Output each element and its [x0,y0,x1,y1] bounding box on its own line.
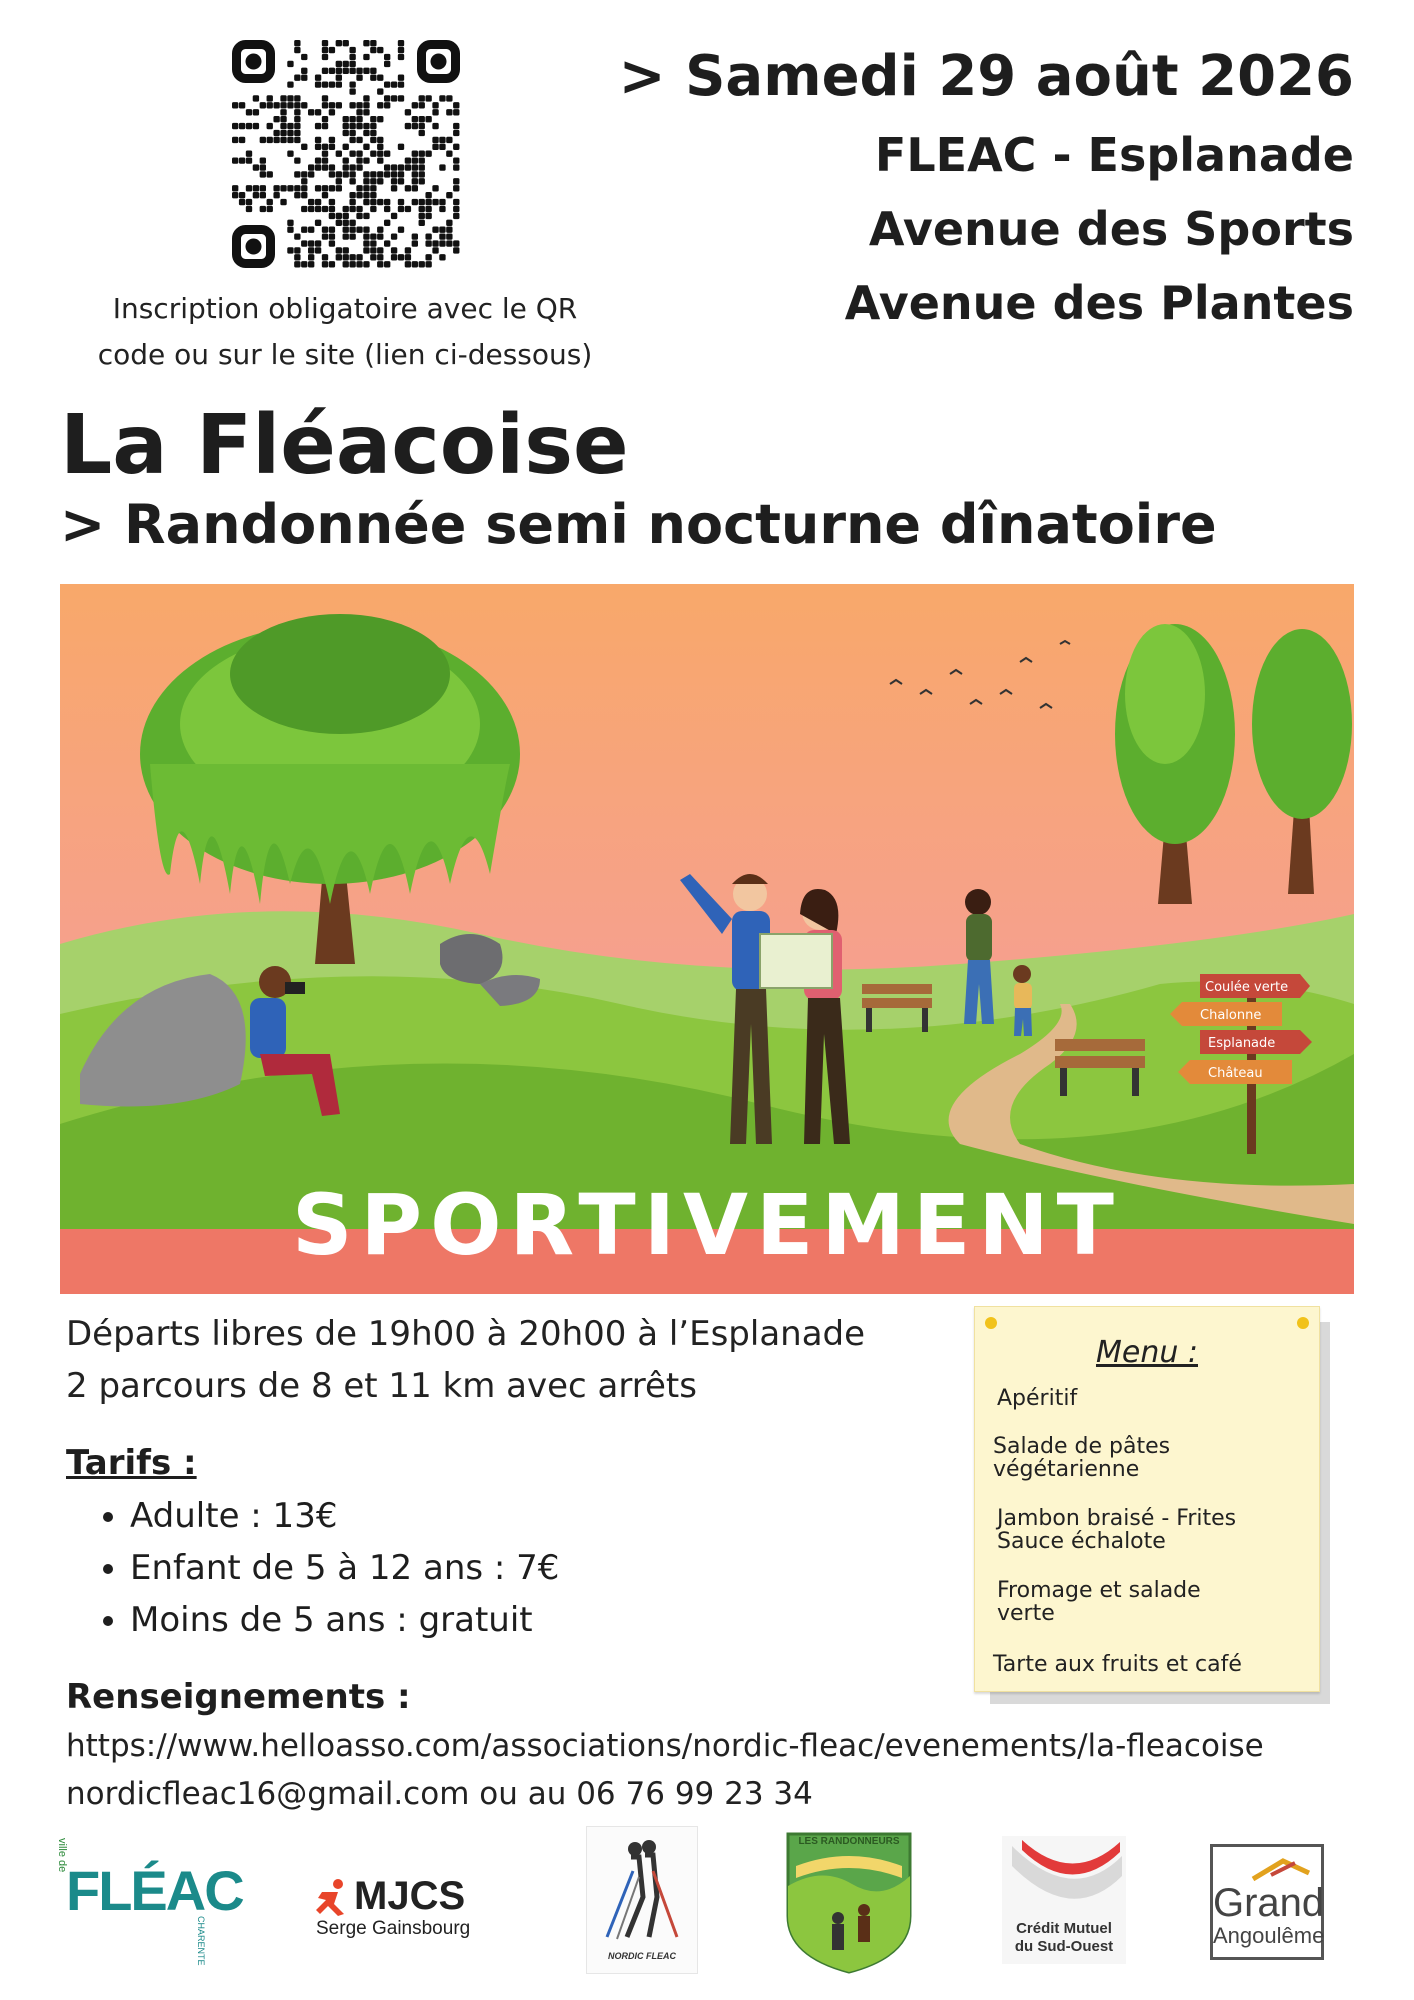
menu-item: Fromage et salade verte [997,1578,1201,1626]
route-info: 2 parcours de 8 et 11 km avec arrêts [66,1366,697,1406]
event-details [66,1308,865,1412]
event-info [619,36,1354,340]
nordic-walkers-icon [587,1827,697,1947]
fleac-logo-small: ville de [56,1838,68,1873]
page-title: La Fléacoise [60,398,629,493]
event-date: > Samedi 29 août 2026 [618,44,1354,109]
grand-angouleme-logo [1210,1844,1324,1960]
event-location-3: Avenue des Plantes [844,276,1354,330]
qr-code[interactable] [232,40,460,268]
fleac-logo-name: FLÉAC [66,1859,243,1922]
credit-mutuel-swoosh-icon [1002,1836,1126,1916]
credit-mutuel-line2: du Sud-Ouest [1014,1938,1114,1955]
contact-info[interactable]: nordicfleac16@gmail.com ou au 06 76 99 23 34 [66,1776,813,1812]
pin-icon [1297,1317,1309,1329]
randonneurs-logo-name: LES RANDONNEURS [798,1836,900,1847]
qr-caption-line1: Inscription obligatoire avec le QR [112,292,578,325]
grand-logo-line2: Angoulême [1213,1923,1325,1948]
page-subtitle: > Randonnée semi nocturne dînatoire [60,493,1217,556]
pin-icon [985,1317,997,1329]
menu-item: Apéritif [997,1386,1078,1411]
credit-mutuel-line1: Crédit Mutuel [1016,1920,1112,1937]
randonneurs-logo [782,1826,916,1976]
mjcs-logo-sub: Serge Gainsbourg [316,1918,471,1939]
randonneurs-badge-icon [782,1826,916,1976]
credit-mutuel-logo [1002,1836,1126,1964]
tarifs-list [96,1490,559,1646]
registration-link[interactable]: https://www.helloasso.com/associations/nordic-fleac/evenements/la-fleacoise [66,1728,1264,1764]
tarifs-title: Tarifs : [66,1443,197,1483]
sign-chalonne: Chalonne [1200,1008,1262,1023]
qr-caption-line2: code ou sur le site (lien ci-dessous) [97,338,593,371]
nordic-fleac-logo [586,1826,698,1974]
grand-logo-line1: Grand [1213,1881,1325,1925]
fleac-logo [56,1838,243,1966]
sign-coulee-verte: Coulée verte [1205,980,1289,995]
menu-title: Menu : [1095,1335,1198,1370]
sign-esplanade: Esplanade [1208,1036,1276,1051]
fleac-logo-region: CHARENTE [196,1916,206,1966]
mjcs-logo-name: MJCS [354,1874,466,1918]
hiking-illustration [60,584,1354,1294]
departure-info: Départs libres de 19h00 à 20h00 à l’Esplanade [66,1314,866,1354]
tarif-adult: • Adulte : 13€ [130,1490,559,1542]
event-location-2: Avenue des Sports [868,202,1354,256]
runner-icon [312,1878,352,1918]
nordic-logo-name: NORDIC FLEAC [608,1951,676,1961]
sign-chateau: Château [1208,1066,1263,1081]
banner-word: SPORTIVEMENT [292,1176,1122,1274]
menu-item: Tarte aux fruits et café [993,1652,1242,1677]
menu-item: Salade de pâtes végétarienne [993,1434,1171,1482]
menu-note [974,1306,1320,1692]
tarif-under-5: • Moins de 5 ans : gratuit [130,1594,559,1646]
qr-caption [40,286,650,378]
menu-item: Jambon braisé - Frites Sauce échalote [997,1506,1237,1554]
info-title: Renseignements : [66,1677,411,1717]
mjcs-logo [312,1876,512,1946]
tarif-child: • Enfant de 5 à 12 ans : 7€ [130,1542,559,1594]
event-location-1: FLEAC - Esplanade [874,128,1354,182]
